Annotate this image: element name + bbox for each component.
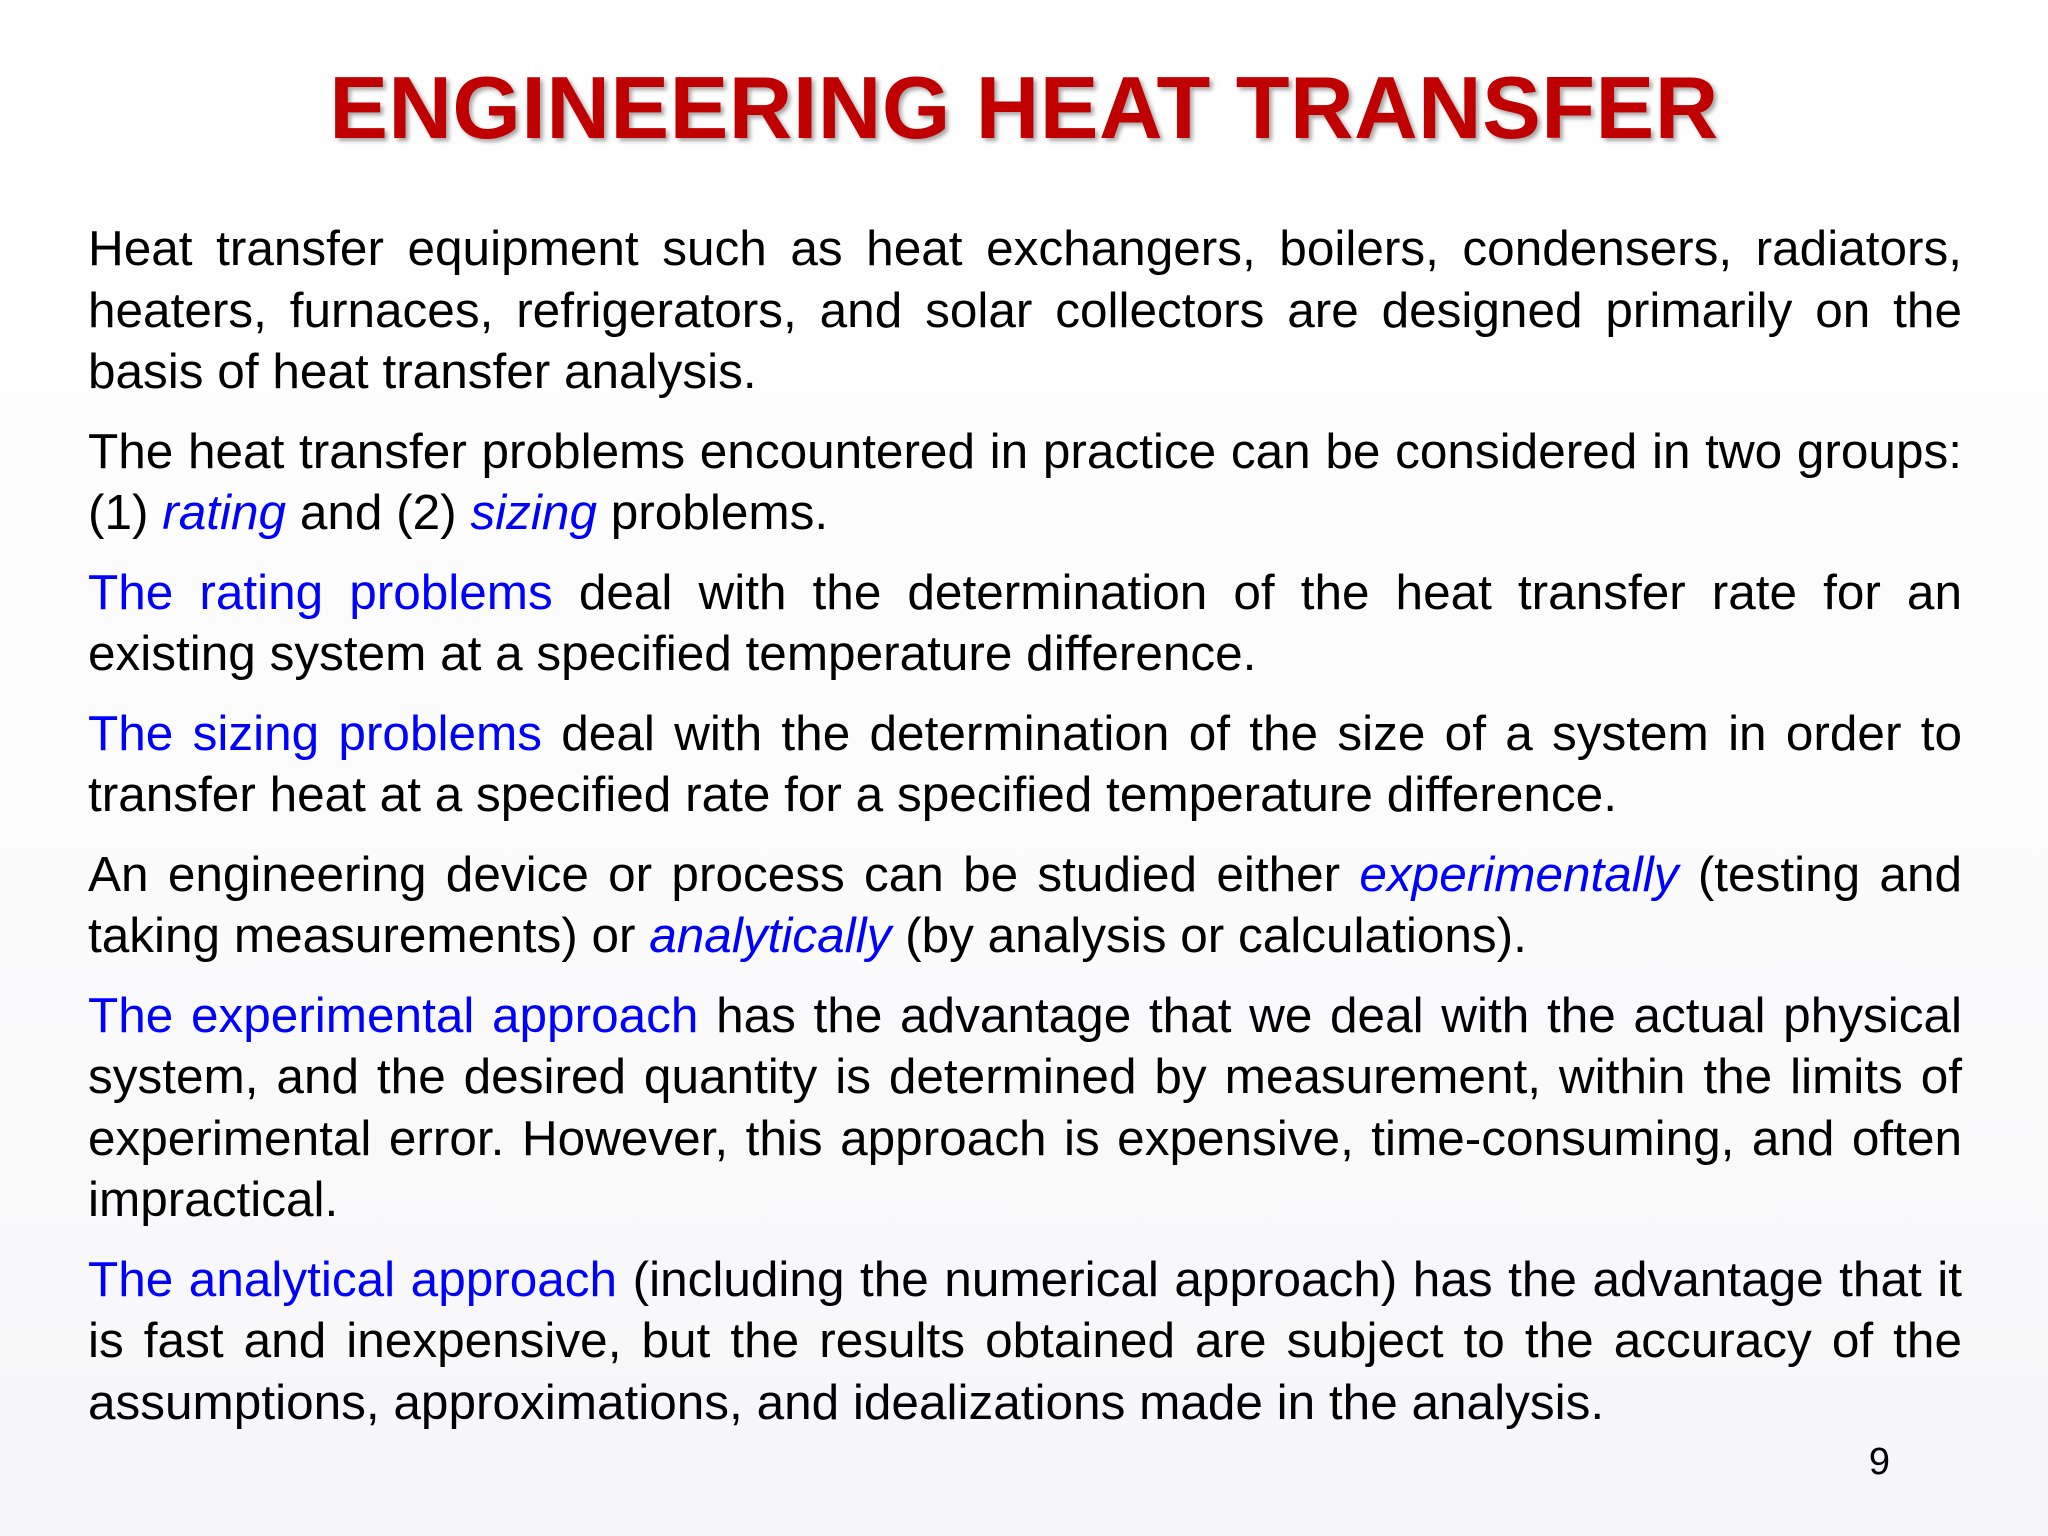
slide-body [88, 218, 1962, 1451]
paragraph-text: has the advantage that we deal with the actual physical system, and the desired quantity is determined by measurement, within the limits of experimental error. However, this approach is expensive, time-consuming, and often impractical. [88, 987, 1963, 1227]
paragraph-text: (including the numerical approach) has the advantage that it is fast and inexpensive, but the results obtained are subject to the accuracy of the assumptions, approximations, and idealizations made in the analysis. [88, 1251, 1962, 1430]
term-sizing: sizing [470, 485, 597, 540]
paragraph-text: deal with the determination of the size of a system in order to transfer heat at a specified rate for a specified temperature difference. [88, 705, 1962, 822]
paragraph-sizing-problems [88, 703, 1962, 826]
lead-phrase: The experimental approach [88, 987, 699, 1043]
paragraph-text: (testing and taking measurements) or [88, 846, 1962, 963]
slide-title: ENGINEERING HEAT TRANSFER [329, 58, 1719, 157]
term-rating: rating [162, 485, 287, 540]
page-number: 9 [1868, 1441, 1890, 1483]
lead-phrase: The analytical approach [88, 1251, 618, 1307]
paragraph-experimental-approach [88, 985, 1962, 1231]
paragraph-problem-groups [88, 421, 1962, 544]
lead-phrase: The sizing problems [88, 705, 542, 761]
paragraph-rating-problems [88, 562, 1962, 685]
paragraph-equipment [88, 218, 1962, 403]
paragraph-text: The heat transfer problems encountered in practice can be considered in two groups: (1) [88, 423, 1962, 540]
term-experimentally: experimentally [1359, 846, 1679, 902]
paragraph-text: and (2) [286, 485, 471, 540]
term-analytically: analytically [649, 908, 892, 963]
paragraph-text: (by analysis or calculations). [891, 908, 1527, 963]
paragraph-study-methods [88, 844, 1962, 967]
paragraph-text: Heat transfer equipment such as heat exchangers, boilers, condensers, radiators, heaters, furnaces, refrigerators, and solar collectors are designed primarily on the basis of heat transfer analysis. [88, 221, 1962, 399]
lead-phrase: The rating problems [88, 564, 553, 620]
paragraph-text: problems. [597, 485, 829, 540]
paragraph-text: An engineering device or process can be studied either [88, 846, 1360, 902]
paragraph-text: deal with the determination of the heat transfer rate for an existing system at a specified temperature difference. [88, 564, 1962, 681]
paragraph-analytical-approach [88, 1249, 1962, 1434]
